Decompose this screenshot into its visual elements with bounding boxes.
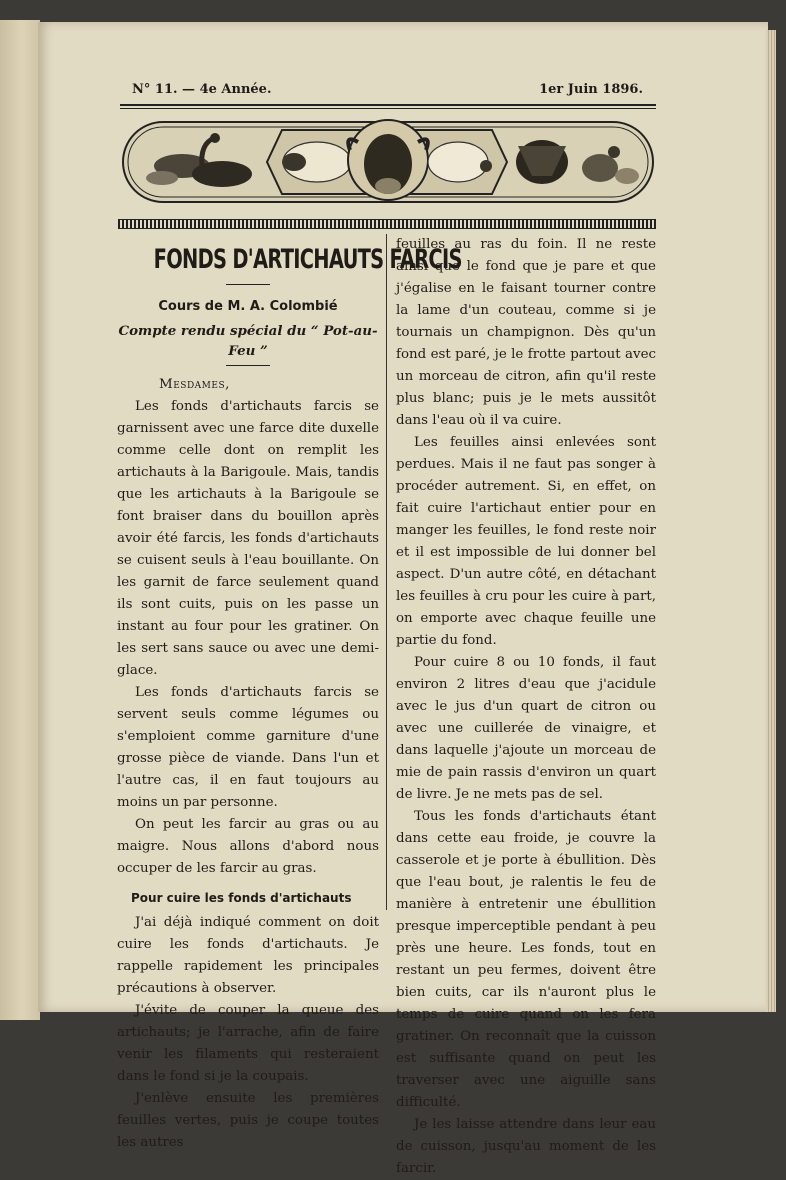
paragraph: Pour cuire 8 ou 10 fonds, il faut environ 2 litres d'eau que j'acidule avec le jus d'un quart de citron ou avec une cuillerée de vinaigre, et dans laquelle j'ajoute un morceau de mie de pain rassis d'environ un quart de livre. Je ne mets pas de sel. bbox=[396, 655, 656, 802]
paragraph: feuilles au ras du foin. Il ne reste ainsi que le fond que je pare et que j'égalise en le faisant tourner contre la lame d'un couteau, comme si je tournais un champignon. Dès qu'un fond est paré, je le frotte partout avec un morceau de citron, afin qu'il reste plus blanc; puis je le mets aussitôt dans l'eau où il va cuire. bbox=[396, 237, 656, 428]
paragraph: Les feuilles ainsi enlevées sont perdues. Mais il ne faut pas songer à procéder autrement. Si, en effet, on fait cuire l'artichaut entier pour en manger les feuilles, le fond reste noir et il est impossible de lui donner bel aspect. D'un autre côté, en détachant les feuilles à cru pour les cuire à part, on emporte avec chaque feuille une partie du fond. bbox=[396, 435, 656, 648]
bull-head-icon bbox=[348, 120, 428, 200]
short-rule bbox=[226, 365, 270, 366]
paragraph: Je les laisse attendre dans leur eau de cuisson, jusqu'au moment de les farcir. bbox=[396, 1117, 656, 1176]
paragraph: Les fonds d'artichauts farcis se garnissent avec une farce dite duxelle comme celle dont on remplit les artichauts à la Barigoule. Mais, tandis que les artichauts à la Barigoule se font braiser dans du bouillon après avoir été farcis, les fonds d'artichauts se cuisent seuls à l'eau bouillante. On les garnit de farce seulement quand ils sont cuits, puis on les passe un instant au four pour les gratiner. On les sert sans sauce ou avec une demi-glace. bbox=[117, 399, 379, 678]
previous-page-edge bbox=[0, 20, 40, 1020]
paragraph: On peut les farcir au gras ou au maigre. Nous allons d'abord nous occuper de les farcir au gras. bbox=[117, 817, 379, 876]
paragraph: J'ai déjà indiqué comment on doit cuire les fonds d'artichauts. Je rappelle rapidement les principales précautions à observer. bbox=[117, 915, 379, 996]
issue-number: N° 11. — 4e Année. bbox=[132, 82, 272, 97]
header-rule bbox=[120, 104, 656, 106]
paragraph: J'évite de couper la queue des artichauts; je l'arrache, afin de faire venir les filaments qui resteraient dans le fond si je la coupais. bbox=[117, 1003, 379, 1084]
page-stack-edge bbox=[766, 30, 776, 1012]
right-column bbox=[396, 234, 656, 1180]
ornamental-rule bbox=[118, 219, 656, 229]
header-rule-thin bbox=[120, 108, 656, 109]
paragraph: J'enlève ensuite les premières feuilles vertes, puis je coupe toutes les autres bbox=[117, 1091, 379, 1150]
issue-date: 1er Juin 1896. bbox=[539, 82, 643, 97]
salutation: Mesdames, bbox=[159, 377, 230, 392]
sheep-icon bbox=[282, 142, 351, 182]
compte-rendu-line: Compte rendu spécial du “ Pot-au-Feu ” bbox=[118, 323, 378, 359]
turkey-icon bbox=[516, 140, 568, 184]
course-line: Cours de M. A. Colombié bbox=[158, 299, 338, 314]
paragraph: Les fonds d'artichauts farcis se servent seuls comme légumes ou s'emploient comme garniture d'une grosse pièce de viande. Dans l'un et l'autre cas, il en faut toujours au moins un par personne. bbox=[117, 685, 379, 810]
decorative-banner bbox=[122, 116, 654, 208]
column-divider bbox=[386, 234, 387, 910]
title-rule bbox=[226, 284, 270, 285]
left-column bbox=[117, 234, 462, 1154]
running-header bbox=[122, 82, 655, 102]
paragraph: Tous les fonds d'artichauts étant dans cette eau froide, je couvre la casserole et je porte à ébullition. Dès que l'eau bout, je ralentis le feu de manière à entretenir une ébullition presque imperceptible pendant à peu près une heure. Les fonds, tout en restant un peu fermes, doivent être bien cuits, car ils n'auront plus le temps de cuire quand on les fera gratiner. On reconnaît que la cuisson est suffisante quand on peut les traverser avec une aiguille sans difficulté. bbox=[396, 809, 656, 1110]
section-heading: Pour cuire les fonds d'artichauts bbox=[131, 891, 352, 905]
article-title: FONDS D'ARTICHAUTS FARCIS bbox=[153, 244, 462, 275]
